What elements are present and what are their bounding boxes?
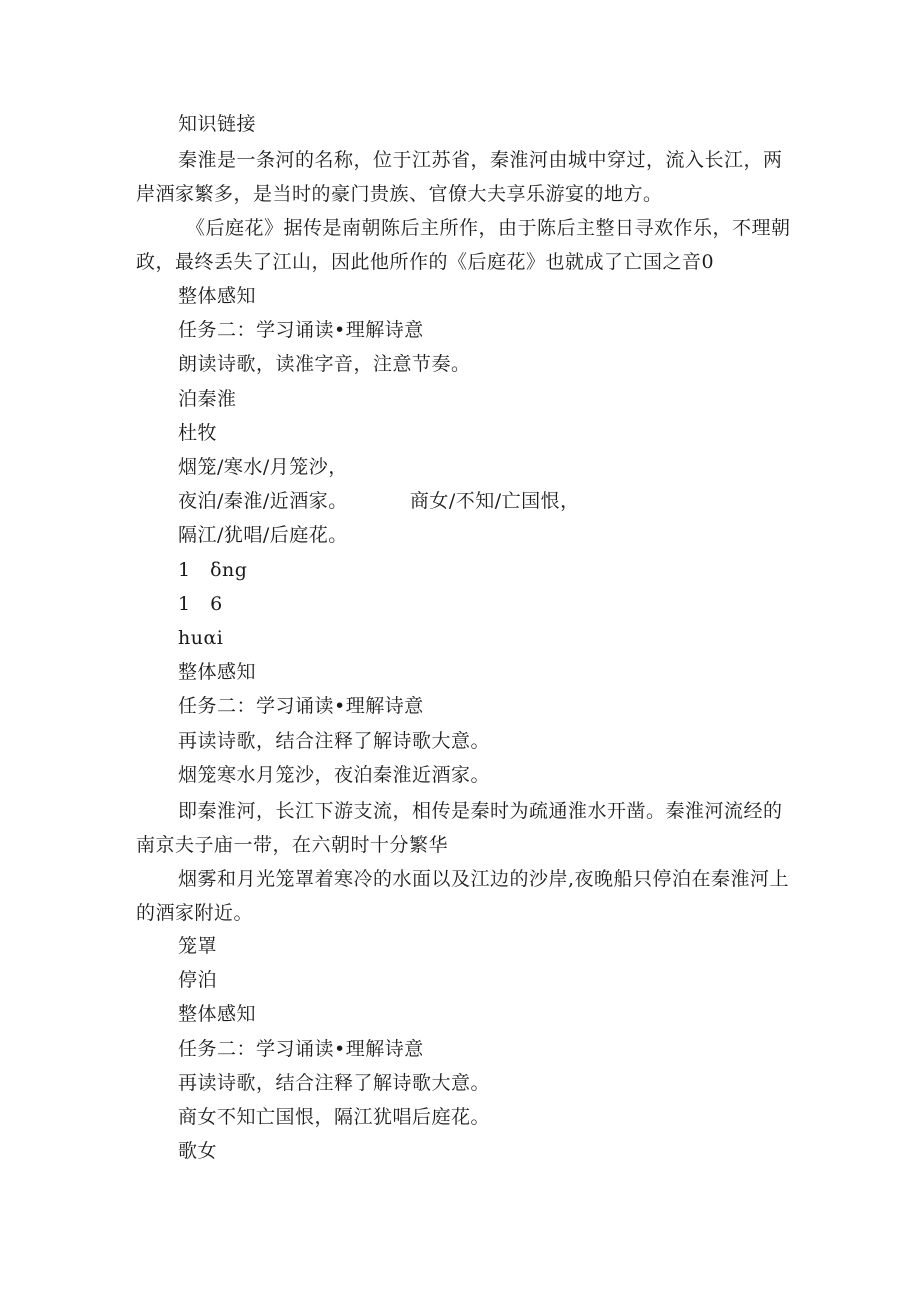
- poem-line-3: 商女/不知/亡国恨，: [409, 490, 580, 512]
- section2-word-1: 笼罩: [178, 935, 218, 957]
- section3-verse: 商女不知亡国恨，隔江犹唱后庭花。: [178, 1106, 491, 1128]
- pinyin-note-3: huαi: [178, 627, 224, 649]
- poem-line-row: [178, 489, 580, 513]
- pinyin-note-2: 1 6: [178, 593, 223, 615]
- poem-title: 泊秦淮: [178, 388, 237, 410]
- section1-instruction: 朗读诗歌，读准字音，注意节奏。: [178, 353, 471, 375]
- section2-instruction: 再读诗歌，结合注释了解诗歌大意。: [178, 730, 491, 752]
- section3-heading: 整体感知: [178, 1003, 257, 1025]
- houtinghua-intro-paragraph: 《后庭花》据传是南朝陈后主所作，由于陈后主整日寻欢作乐，不理朝政，最终丢失了江山，因此他所作的《后庭花》也就成了亡国之音0: [136, 217, 791, 273]
- pinyin-note-1: 1 δng: [178, 559, 248, 581]
- section3-instruction: 再读诗歌，结合注释了解诗歌大意。: [178, 1072, 491, 1094]
- poem-line-1: 烟笼/寒水/月笼沙，: [178, 456, 348, 478]
- section1-task: 任务二：学习诵读•理解诗意: [178, 319, 424, 341]
- poem-line-4: 隔江/犹唱/后庭花。: [178, 524, 348, 546]
- section1-heading: 整体感知: [178, 285, 257, 307]
- section3-word-1: 歌女: [178, 1140, 218, 1162]
- section2-verse: 烟笼寒水月笼沙，夜泊秦淮近酒家。: [178, 764, 491, 786]
- knowledge-heading: 知识链接: [178, 113, 257, 135]
- poem-line-2: 夜泊/秦淮/近酒家。: [178, 490, 348, 512]
- section2-note-paragraph: 即秦淮河，长江下游支流，相传是秦时为疏通淮水开凿。秦淮河流经的南京夫子庙一带，在六朝时十分繁华: [136, 800, 783, 856]
- poem-author: 杜牧: [178, 422, 218, 444]
- section2-task: 任务二：学习诵读•理解诗意: [178, 695, 424, 717]
- section2-heading: 整体感知: [178, 661, 257, 683]
- section2-translation-paragraph: 烟雾和月光笼罩着寒冷的水面以及江边的沙岸,夜晚船只停泊在秦淮河上的酒家附近。: [136, 868, 790, 924]
- section3-task: 任务二：学习诵读•理解诗意: [178, 1038, 424, 1060]
- qinhuai-intro-paragraph: 秦淮是一条河的名称，位于江苏省，秦淮河由城中穿过，流入长江，两岸酒家繁多，是当时的豪门贵族、官僚大夫享乐游宴的地方。: [136, 149, 783, 205]
- section2-word-2: 停泊: [178, 969, 218, 991]
